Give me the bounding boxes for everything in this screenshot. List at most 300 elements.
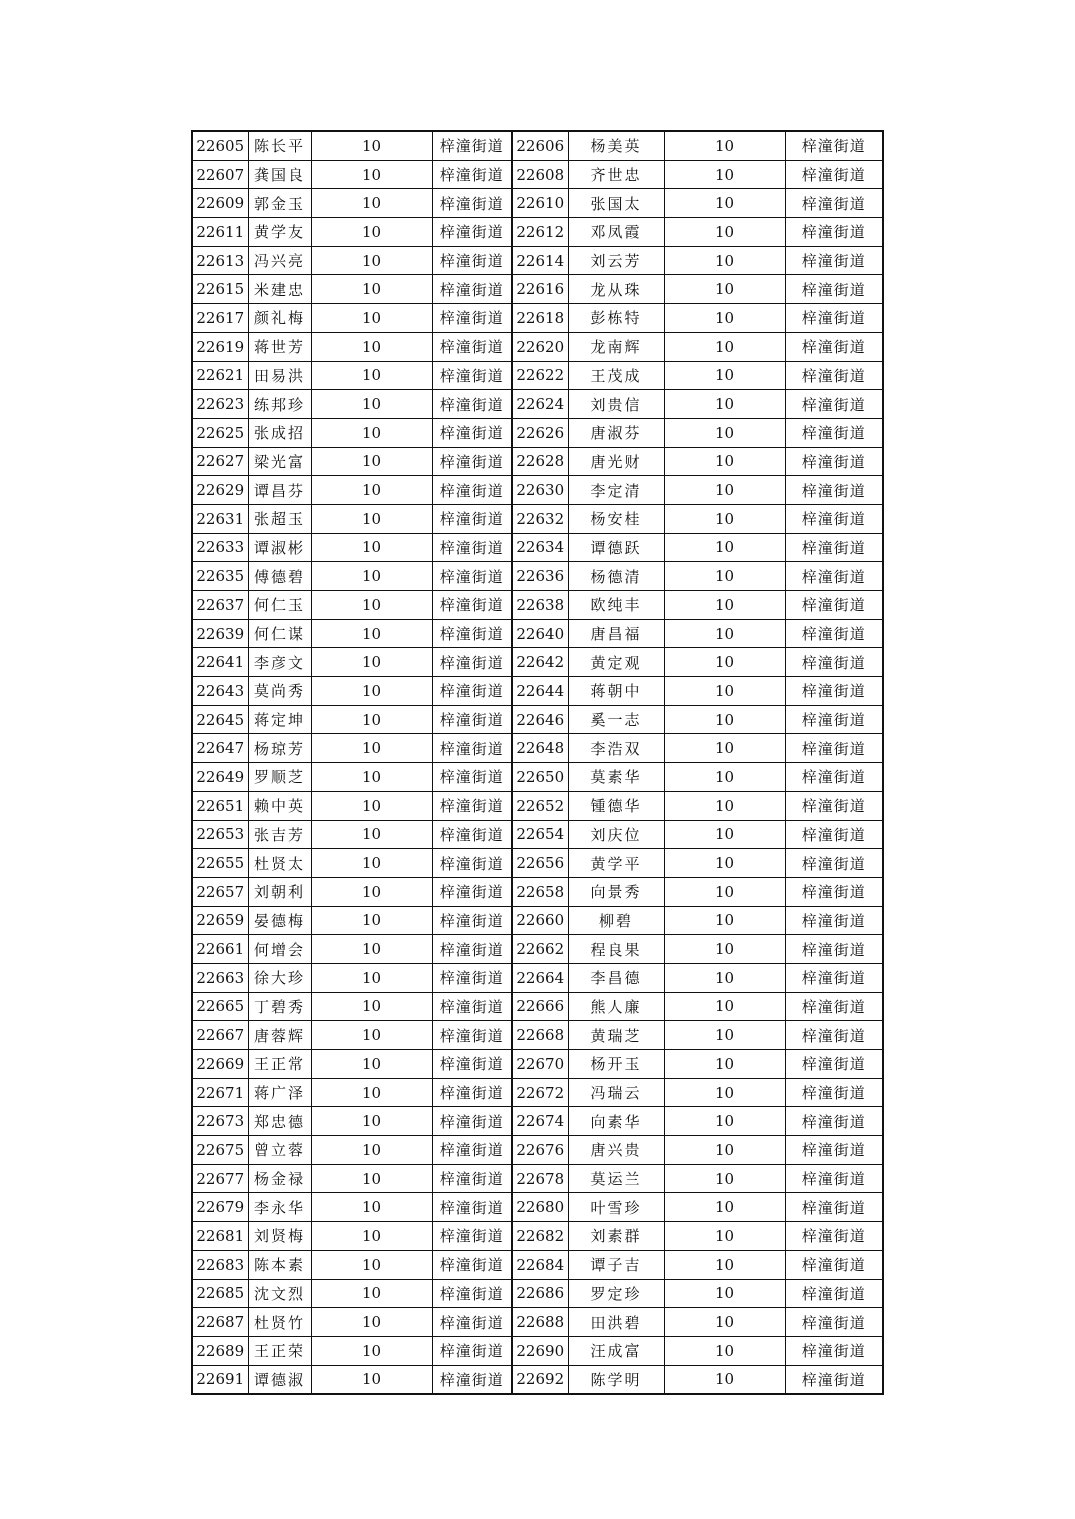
- left-street-name-cell: 梓潼街道: [432, 533, 512, 562]
- left-person-name-cell: 徐大珍: [248, 963, 311, 992]
- left-street-name-cell: 梓潼街道: [432, 820, 512, 849]
- left-record-number-cell: 22669: [192, 1050, 248, 1079]
- table-row: [192, 1193, 883, 1222]
- right-amount-cell: 10: [664, 648, 785, 677]
- table-row: [192, 476, 883, 505]
- table-row: [192, 935, 883, 964]
- table-row: [192, 677, 883, 706]
- left-street-name-cell: 梓潼街道: [432, 1308, 512, 1337]
- right-person-name-cell: 奚一志: [568, 705, 664, 734]
- right-street-name-cell: 梓潼街道: [785, 591, 883, 620]
- right-amount-cell: 10: [664, 619, 785, 648]
- right-person-name-cell: 杨开玉: [568, 1050, 664, 1079]
- table-row: [192, 734, 883, 763]
- table-row: [192, 619, 883, 648]
- left-street-name-cell: 梓潼街道: [432, 935, 512, 964]
- right-person-name-cell: 罗定珍: [568, 1279, 664, 1308]
- left-person-name-cell: 谭德淑: [248, 1365, 311, 1394]
- right-record-number-cell: 22660: [512, 906, 568, 935]
- right-person-name-cell: 杨美英: [568, 131, 664, 160]
- right-amount-cell: 10: [664, 849, 785, 878]
- left-record-number-cell: 22647: [192, 734, 248, 763]
- left-street-name-cell: 梓潼街道: [432, 418, 512, 447]
- left-amount-cell: 10: [311, 562, 432, 591]
- right-record-number-cell: 22642: [512, 648, 568, 677]
- table-row: [192, 820, 883, 849]
- right-amount-cell: 10: [664, 447, 785, 476]
- left-record-number-cell: 22675: [192, 1136, 248, 1165]
- right-street-name-cell: 梓潼街道: [785, 619, 883, 648]
- right-amount-cell: 10: [664, 1336, 785, 1365]
- right-amount-cell: 10: [664, 246, 785, 275]
- right-record-number-cell: 22624: [512, 390, 568, 419]
- right-amount-cell: 10: [664, 332, 785, 361]
- left-street-name-cell: 梓潼街道: [432, 1050, 512, 1079]
- right-record-number-cell: 22686: [512, 1279, 568, 1308]
- left-person-name-cell: 黄学友: [248, 218, 311, 247]
- right-record-number-cell: 22676: [512, 1136, 568, 1165]
- left-record-number-cell: 22627: [192, 447, 248, 476]
- right-person-name-cell: 王茂成: [568, 361, 664, 390]
- right-street-name-cell: 梓潼街道: [785, 131, 883, 160]
- left-person-name-cell: 蒋定坤: [248, 705, 311, 734]
- right-amount-cell: 10: [664, 1107, 785, 1136]
- right-person-name-cell: 唐昌福: [568, 619, 664, 648]
- left-record-number-cell: 22689: [192, 1336, 248, 1365]
- right-amount-cell: 10: [664, 763, 785, 792]
- table-row: [192, 275, 883, 304]
- right-amount-cell: 10: [664, 877, 785, 906]
- left-amount-cell: 10: [311, 734, 432, 763]
- left-record-number-cell: 22665: [192, 992, 248, 1021]
- left-record-number-cell: 22663: [192, 963, 248, 992]
- right-street-name-cell: 梓潼街道: [785, 1308, 883, 1337]
- left-amount-cell: 10: [311, 418, 432, 447]
- right-street-name-cell: 梓潼街道: [785, 218, 883, 247]
- left-street-name-cell: 梓潼街道: [432, 963, 512, 992]
- left-amount-cell: 10: [311, 1222, 432, 1251]
- left-person-name-cell: 莫尚秀: [248, 677, 311, 706]
- right-street-name-cell: 梓潼街道: [785, 562, 883, 591]
- left-record-number-cell: 22651: [192, 791, 248, 820]
- right-amount-cell: 10: [664, 504, 785, 533]
- right-record-number-cell: 22626: [512, 418, 568, 447]
- left-amount-cell: 10: [311, 1336, 432, 1365]
- right-record-number-cell: 22606: [512, 131, 568, 160]
- table-row: [192, 189, 883, 218]
- right-street-name-cell: 梓潼街道: [785, 246, 883, 275]
- left-amount-cell: 10: [311, 619, 432, 648]
- left-record-number-cell: 22623: [192, 390, 248, 419]
- left-person-name-cell: 晏德梅: [248, 906, 311, 935]
- right-street-name-cell: 梓潼街道: [785, 275, 883, 304]
- right-person-name-cell: 叶雪珍: [568, 1193, 664, 1222]
- right-street-name-cell: 梓潼街道: [785, 1136, 883, 1165]
- table-row: [192, 763, 883, 792]
- left-person-name-cell: 杨金禄: [248, 1164, 311, 1193]
- table-row: [192, 304, 883, 333]
- right-record-number-cell: 22650: [512, 763, 568, 792]
- right-street-name-cell: 梓潼街道: [785, 504, 883, 533]
- right-person-name-cell: 谭德跃: [568, 533, 664, 562]
- right-street-name-cell: 梓潼街道: [785, 390, 883, 419]
- right-amount-cell: 10: [664, 1222, 785, 1251]
- table-row: [192, 1222, 883, 1251]
- left-amount-cell: 10: [311, 906, 432, 935]
- table-row: [192, 1107, 883, 1136]
- right-amount-cell: 10: [664, 562, 785, 591]
- left-person-name-cell: 谭昌芬: [248, 476, 311, 505]
- left-person-name-cell: 郭金玉: [248, 189, 311, 218]
- left-street-name-cell: 梓潼街道: [432, 1164, 512, 1193]
- table-row: [192, 992, 883, 1021]
- right-amount-cell: 10: [664, 1021, 785, 1050]
- left-street-name-cell: 梓潼街道: [432, 992, 512, 1021]
- left-amount-cell: 10: [311, 1250, 432, 1279]
- roster-body: [192, 131, 883, 1394]
- left-record-number-cell: 22631: [192, 504, 248, 533]
- left-amount-cell: 10: [311, 1279, 432, 1308]
- right-street-name-cell: 梓潼街道: [785, 361, 883, 390]
- left-street-name-cell: 梓潼街道: [432, 562, 512, 591]
- right-person-name-cell: 彭栋特: [568, 304, 664, 333]
- left-record-number-cell: 22673: [192, 1107, 248, 1136]
- right-street-name-cell: 梓潼街道: [785, 189, 883, 218]
- left-street-name-cell: 梓潼街道: [432, 648, 512, 677]
- left-record-number-cell: 22657: [192, 877, 248, 906]
- left-person-name-cell: 张成招: [248, 418, 311, 447]
- left-person-name-cell: 曾立蓉: [248, 1136, 311, 1165]
- left-person-name-cell: 刘朝利: [248, 877, 311, 906]
- left-amount-cell: 10: [311, 361, 432, 390]
- table-row: [192, 849, 883, 878]
- table-row: [192, 1078, 883, 1107]
- left-street-name-cell: 梓潼街道: [432, 218, 512, 247]
- right-amount-cell: 10: [664, 390, 785, 419]
- left-amount-cell: 10: [311, 476, 432, 505]
- right-amount-cell: 10: [664, 1193, 785, 1222]
- table-row: [192, 533, 883, 562]
- right-street-name-cell: 梓潼街道: [785, 1365, 883, 1394]
- right-person-name-cell: 程良果: [568, 935, 664, 964]
- right-person-name-cell: 刘庆位: [568, 820, 664, 849]
- right-street-name-cell: 梓潼街道: [785, 304, 883, 333]
- left-record-number-cell: 22605: [192, 131, 248, 160]
- right-amount-cell: 10: [664, 1308, 785, 1337]
- left-street-name-cell: 梓潼街道: [432, 1193, 512, 1222]
- left-street-name-cell: 梓潼街道: [432, 591, 512, 620]
- right-record-number-cell: 22680: [512, 1193, 568, 1222]
- left-street-name-cell: 梓潼街道: [432, 1279, 512, 1308]
- right-person-name-cell: 欧纯丰: [568, 591, 664, 620]
- right-record-number-cell: 22620: [512, 332, 568, 361]
- left-street-name-cell: 梓潼街道: [432, 304, 512, 333]
- table-row: [192, 131, 883, 160]
- table-row: [192, 1336, 883, 1365]
- left-street-name-cell: 梓潼街道: [432, 791, 512, 820]
- right-person-name-cell: 李定清: [568, 476, 664, 505]
- left-record-number-cell: 22629: [192, 476, 248, 505]
- right-record-number-cell: 22632: [512, 504, 568, 533]
- right-street-name-cell: 梓潼街道: [785, 1250, 883, 1279]
- right-record-number-cell: 22678: [512, 1164, 568, 1193]
- left-street-name-cell: 梓潼街道: [432, 849, 512, 878]
- right-person-name-cell: 冯瑞云: [568, 1078, 664, 1107]
- left-street-name-cell: 梓潼街道: [432, 1222, 512, 1251]
- left-street-name-cell: 梓潼街道: [432, 1365, 512, 1394]
- right-amount-cell: 10: [664, 189, 785, 218]
- table-row: [192, 877, 883, 906]
- table-row: [192, 447, 883, 476]
- right-person-name-cell: 龙南辉: [568, 332, 664, 361]
- right-record-number-cell: 22684: [512, 1250, 568, 1279]
- right-street-name-cell: 梓潼街道: [785, 820, 883, 849]
- left-record-number-cell: 22619: [192, 332, 248, 361]
- left-person-name-cell: 唐蓉辉: [248, 1021, 311, 1050]
- left-person-name-cell: 赖中英: [248, 791, 311, 820]
- right-amount-cell: 10: [664, 906, 785, 935]
- right-record-number-cell: 22672: [512, 1078, 568, 1107]
- right-street-name-cell: 梓潼街道: [785, 935, 883, 964]
- left-amount-cell: 10: [311, 1193, 432, 1222]
- right-amount-cell: 10: [664, 160, 785, 189]
- right-record-number-cell: 22634: [512, 533, 568, 562]
- right-amount-cell: 10: [664, 677, 785, 706]
- left-amount-cell: 10: [311, 1021, 432, 1050]
- table-row: [192, 963, 883, 992]
- left-amount-cell: 10: [311, 1365, 432, 1394]
- right-record-number-cell: 22658: [512, 877, 568, 906]
- left-person-name-cell: 米建忠: [248, 275, 311, 304]
- table-row: [192, 1050, 883, 1079]
- left-record-number-cell: 22615: [192, 275, 248, 304]
- left-amount-cell: 10: [311, 189, 432, 218]
- left-street-name-cell: 梓潼街道: [432, 447, 512, 476]
- left-record-number-cell: 22643: [192, 677, 248, 706]
- right-record-number-cell: 22666: [512, 992, 568, 1021]
- right-amount-cell: 10: [664, 304, 785, 333]
- right-street-name-cell: 梓潼街道: [785, 648, 883, 677]
- left-street-name-cell: 梓潼街道: [432, 189, 512, 218]
- left-amount-cell: 10: [311, 332, 432, 361]
- right-amount-cell: 10: [664, 1279, 785, 1308]
- right-amount-cell: 10: [664, 791, 785, 820]
- table-row: [192, 648, 883, 677]
- right-person-name-cell: 锺德华: [568, 791, 664, 820]
- left-record-number-cell: 22639: [192, 619, 248, 648]
- right-person-name-cell: 黄瑞芝: [568, 1021, 664, 1050]
- right-person-name-cell: 谭子吉: [568, 1250, 664, 1279]
- left-person-name-cell: 傅德碧: [248, 562, 311, 591]
- roster-table: [191, 130, 884, 1395]
- right-amount-cell: 10: [664, 1164, 785, 1193]
- table-row: [192, 418, 883, 447]
- left-amount-cell: 10: [311, 591, 432, 620]
- right-record-number-cell: 22638: [512, 591, 568, 620]
- left-amount-cell: 10: [311, 1164, 432, 1193]
- right-street-name-cell: 梓潼街道: [785, 1078, 883, 1107]
- left-amount-cell: 10: [311, 677, 432, 706]
- right-person-name-cell: 刘贵信: [568, 390, 664, 419]
- left-person-name-cell: 沈文烈: [248, 1279, 311, 1308]
- right-person-name-cell: 陈学明: [568, 1365, 664, 1394]
- right-person-name-cell: 莫运兰: [568, 1164, 664, 1193]
- right-amount-cell: 10: [664, 1050, 785, 1079]
- right-amount-cell: 10: [664, 820, 785, 849]
- left-person-name-cell: 陈本素: [248, 1250, 311, 1279]
- left-amount-cell: 10: [311, 304, 432, 333]
- right-record-number-cell: 22664: [512, 963, 568, 992]
- left-record-number-cell: 22607: [192, 160, 248, 189]
- left-person-name-cell: 蒋世芳: [248, 332, 311, 361]
- left-amount-cell: 10: [311, 992, 432, 1021]
- right-amount-cell: 10: [664, 963, 785, 992]
- right-person-name-cell: 向素华: [568, 1107, 664, 1136]
- left-person-name-cell: 谭淑彬: [248, 533, 311, 562]
- left-record-number-cell: 22621: [192, 361, 248, 390]
- left-amount-cell: 10: [311, 504, 432, 533]
- left-person-name-cell: 刘贤梅: [248, 1222, 311, 1251]
- left-amount-cell: 10: [311, 648, 432, 677]
- left-person-name-cell: 郑忠德: [248, 1107, 311, 1136]
- right-street-name-cell: 梓潼街道: [785, 1193, 883, 1222]
- right-street-name-cell: 梓潼街道: [785, 1164, 883, 1193]
- right-record-number-cell: 22646: [512, 705, 568, 734]
- left-street-name-cell: 梓潼街道: [432, 1021, 512, 1050]
- left-person-name-cell: 杜贤竹: [248, 1308, 311, 1337]
- right-record-number-cell: 22670: [512, 1050, 568, 1079]
- right-amount-cell: 10: [664, 1250, 785, 1279]
- right-record-number-cell: 22618: [512, 304, 568, 333]
- left-person-name-cell: 龚国良: [248, 160, 311, 189]
- right-amount-cell: 10: [664, 131, 785, 160]
- left-record-number-cell: 22691: [192, 1365, 248, 1394]
- table-row: [192, 1365, 883, 1394]
- left-record-number-cell: 22653: [192, 820, 248, 849]
- left-record-number-cell: 22609: [192, 189, 248, 218]
- left-person-name-cell: 冯兴亮: [248, 246, 311, 275]
- table-row: [192, 791, 883, 820]
- right-record-number-cell: 22610: [512, 189, 568, 218]
- right-person-name-cell: 唐淑芬: [568, 418, 664, 447]
- left-record-number-cell: 22641: [192, 648, 248, 677]
- left-street-name-cell: 梓潼街道: [432, 906, 512, 935]
- left-amount-cell: 10: [311, 1308, 432, 1337]
- left-amount-cell: 10: [311, 160, 432, 189]
- right-person-name-cell: 柳碧: [568, 906, 664, 935]
- left-record-number-cell: 22649: [192, 763, 248, 792]
- right-street-name-cell: 梓潼街道: [785, 877, 883, 906]
- right-record-number-cell: 22614: [512, 246, 568, 275]
- left-person-name-cell: 罗顺芝: [248, 763, 311, 792]
- left-street-name-cell: 梓潼街道: [432, 246, 512, 275]
- table-row: [192, 1279, 883, 1308]
- left-person-name-cell: 张吉芳: [248, 820, 311, 849]
- right-amount-cell: 10: [664, 218, 785, 247]
- left-amount-cell: 10: [311, 1050, 432, 1079]
- left-street-name-cell: 梓潼街道: [432, 677, 512, 706]
- left-street-name-cell: 梓潼街道: [432, 160, 512, 189]
- left-street-name-cell: 梓潼街道: [432, 877, 512, 906]
- left-record-number-cell: 22613: [192, 246, 248, 275]
- right-street-name-cell: 梓潼街道: [785, 1021, 883, 1050]
- right-amount-cell: 10: [664, 1365, 785, 1394]
- left-street-name-cell: 梓潼街道: [432, 131, 512, 160]
- right-amount-cell: 10: [664, 418, 785, 447]
- left-record-number-cell: 22681: [192, 1222, 248, 1251]
- left-street-name-cell: 梓潼街道: [432, 1136, 512, 1165]
- left-street-name-cell: 梓潼街道: [432, 619, 512, 648]
- left-record-number-cell: 22625: [192, 418, 248, 447]
- left-street-name-cell: 梓潼街道: [432, 504, 512, 533]
- right-record-number-cell: 22674: [512, 1107, 568, 1136]
- right-person-name-cell: 杨德清: [568, 562, 664, 591]
- right-street-name-cell: 梓潼街道: [785, 1222, 883, 1251]
- right-record-number-cell: 22682: [512, 1222, 568, 1251]
- right-record-number-cell: 22630: [512, 476, 568, 505]
- left-record-number-cell: 22667: [192, 1021, 248, 1050]
- table-row: [192, 906, 883, 935]
- left-record-number-cell: 22687: [192, 1308, 248, 1337]
- left-person-name-cell: 张超玉: [248, 504, 311, 533]
- right-street-name-cell: 梓潼街道: [785, 906, 883, 935]
- right-record-number-cell: 22608: [512, 160, 568, 189]
- right-amount-cell: 10: [664, 734, 785, 763]
- left-amount-cell: 10: [311, 791, 432, 820]
- right-street-name-cell: 梓潼街道: [785, 849, 883, 878]
- left-record-number-cell: 22633: [192, 533, 248, 562]
- right-person-name-cell: 唐兴贵: [568, 1136, 664, 1165]
- right-street-name-cell: 梓潼街道: [785, 963, 883, 992]
- table-row: [192, 504, 883, 533]
- left-person-name-cell: 陈长平: [248, 131, 311, 160]
- left-person-name-cell: 颜礼梅: [248, 304, 311, 333]
- right-record-number-cell: 22692: [512, 1365, 568, 1394]
- left-street-name-cell: 梓潼街道: [432, 476, 512, 505]
- right-amount-cell: 10: [664, 705, 785, 734]
- left-street-name-cell: 梓潼街道: [432, 1078, 512, 1107]
- right-street-name-cell: 梓潼街道: [785, 677, 883, 706]
- right-street-name-cell: 梓潼街道: [785, 1279, 883, 1308]
- left-street-name-cell: 梓潼街道: [432, 361, 512, 390]
- left-amount-cell: 10: [311, 533, 432, 562]
- right-amount-cell: 10: [664, 935, 785, 964]
- right-record-number-cell: 22690: [512, 1336, 568, 1365]
- right-record-number-cell: 22688: [512, 1308, 568, 1337]
- left-amount-cell: 10: [311, 877, 432, 906]
- right-person-name-cell: 杨安桂: [568, 504, 664, 533]
- right-record-number-cell: 22636: [512, 562, 568, 591]
- left-person-name-cell: 杨琼芳: [248, 734, 311, 763]
- left-person-name-cell: 何增会: [248, 935, 311, 964]
- left-record-number-cell: 22635: [192, 562, 248, 591]
- left-street-name-cell: 梓潼街道: [432, 734, 512, 763]
- left-street-name-cell: 梓潼街道: [432, 332, 512, 361]
- left-street-name-cell: 梓潼街道: [432, 1250, 512, 1279]
- left-record-number-cell: 22661: [192, 935, 248, 964]
- left-amount-cell: 10: [311, 820, 432, 849]
- right-record-number-cell: 22644: [512, 677, 568, 706]
- left-amount-cell: 10: [311, 763, 432, 792]
- left-record-number-cell: 22611: [192, 218, 248, 247]
- right-street-name-cell: 梓潼街道: [785, 418, 883, 447]
- left-record-number-cell: 22659: [192, 906, 248, 935]
- left-street-name-cell: 梓潼街道: [432, 763, 512, 792]
- right-street-name-cell: 梓潼街道: [785, 1107, 883, 1136]
- left-record-number-cell: 22617: [192, 304, 248, 333]
- right-person-name-cell: 齐世忠: [568, 160, 664, 189]
- left-amount-cell: 10: [311, 935, 432, 964]
